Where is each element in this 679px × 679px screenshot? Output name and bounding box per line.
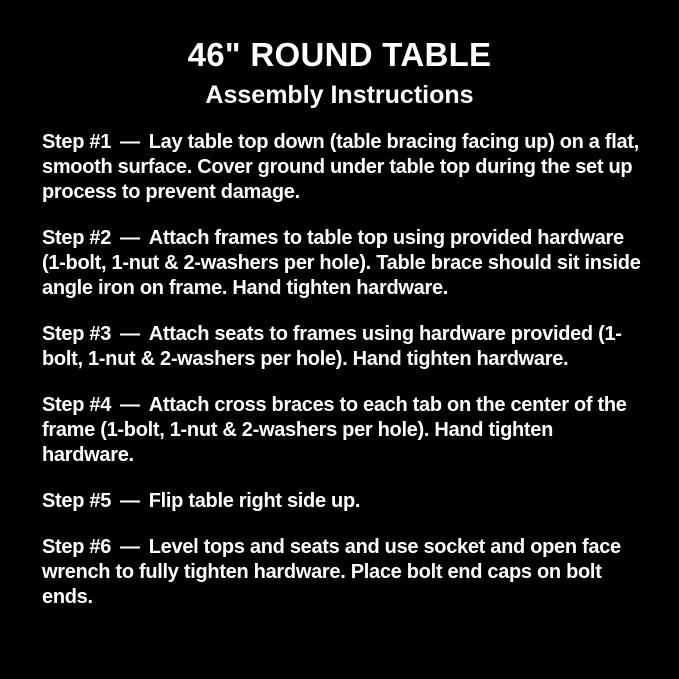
page-title: 46" ROUND TABLE xyxy=(187,36,492,73)
step-1-text: Lay table top down (table bracing facing up) on a flat, smooth surface. Cover ground under table top during the set up process to prevent damage. xyxy=(42,131,639,203)
step-5-separator: — xyxy=(120,490,140,512)
step-4-separator: — xyxy=(120,394,140,416)
step-item-2 xyxy=(42,226,643,301)
step-3-separator: — xyxy=(120,323,140,345)
step-5-text: Flip table right side up. xyxy=(148,490,361,512)
steps-list xyxy=(0,109,679,610)
step-4-text: Attach cross braces to each tab on the center of the frame (1-bolt, 1-nut & 2-washers per hole). Hand tighten hardware. xyxy=(42,394,627,466)
step-6-label: Step #6 xyxy=(42,536,112,558)
step-2-separator: — xyxy=(120,227,140,249)
step-1-separator: — xyxy=(120,131,140,153)
step-3-text: Attach seats to frames using hardware provided (1-bolt, 1-nut & 2-washers per hole). Hand tighten hardware. xyxy=(42,323,622,370)
step-2-label: Step #2 xyxy=(42,227,112,249)
step-item-6 xyxy=(42,535,643,610)
step-3-label: Step #3 xyxy=(42,323,112,345)
step-1-label: Step #1 xyxy=(42,131,112,153)
step-item-3 xyxy=(42,322,643,372)
step-5-label: Step #5 xyxy=(42,490,112,512)
step-4-label: Step #4 xyxy=(42,394,112,416)
step-item-1 xyxy=(42,130,643,205)
step-6-separator: — xyxy=(120,536,140,558)
page-subtitle: Assembly Instructions xyxy=(205,81,474,109)
step-item-5 xyxy=(42,489,643,514)
step-2-text: Attach frames to table top using provided hardware (1-bolt, 1-nut & 2-washers per hole). Table brace should sit inside angle iron on frame. Hand tighten hardware. xyxy=(42,227,641,299)
step-item-4 xyxy=(42,393,643,468)
step-6-text: Level tops and seats and use socket and open face wrench to fully tighten hardware. Place bolt end caps on bolt ends. xyxy=(42,536,621,608)
